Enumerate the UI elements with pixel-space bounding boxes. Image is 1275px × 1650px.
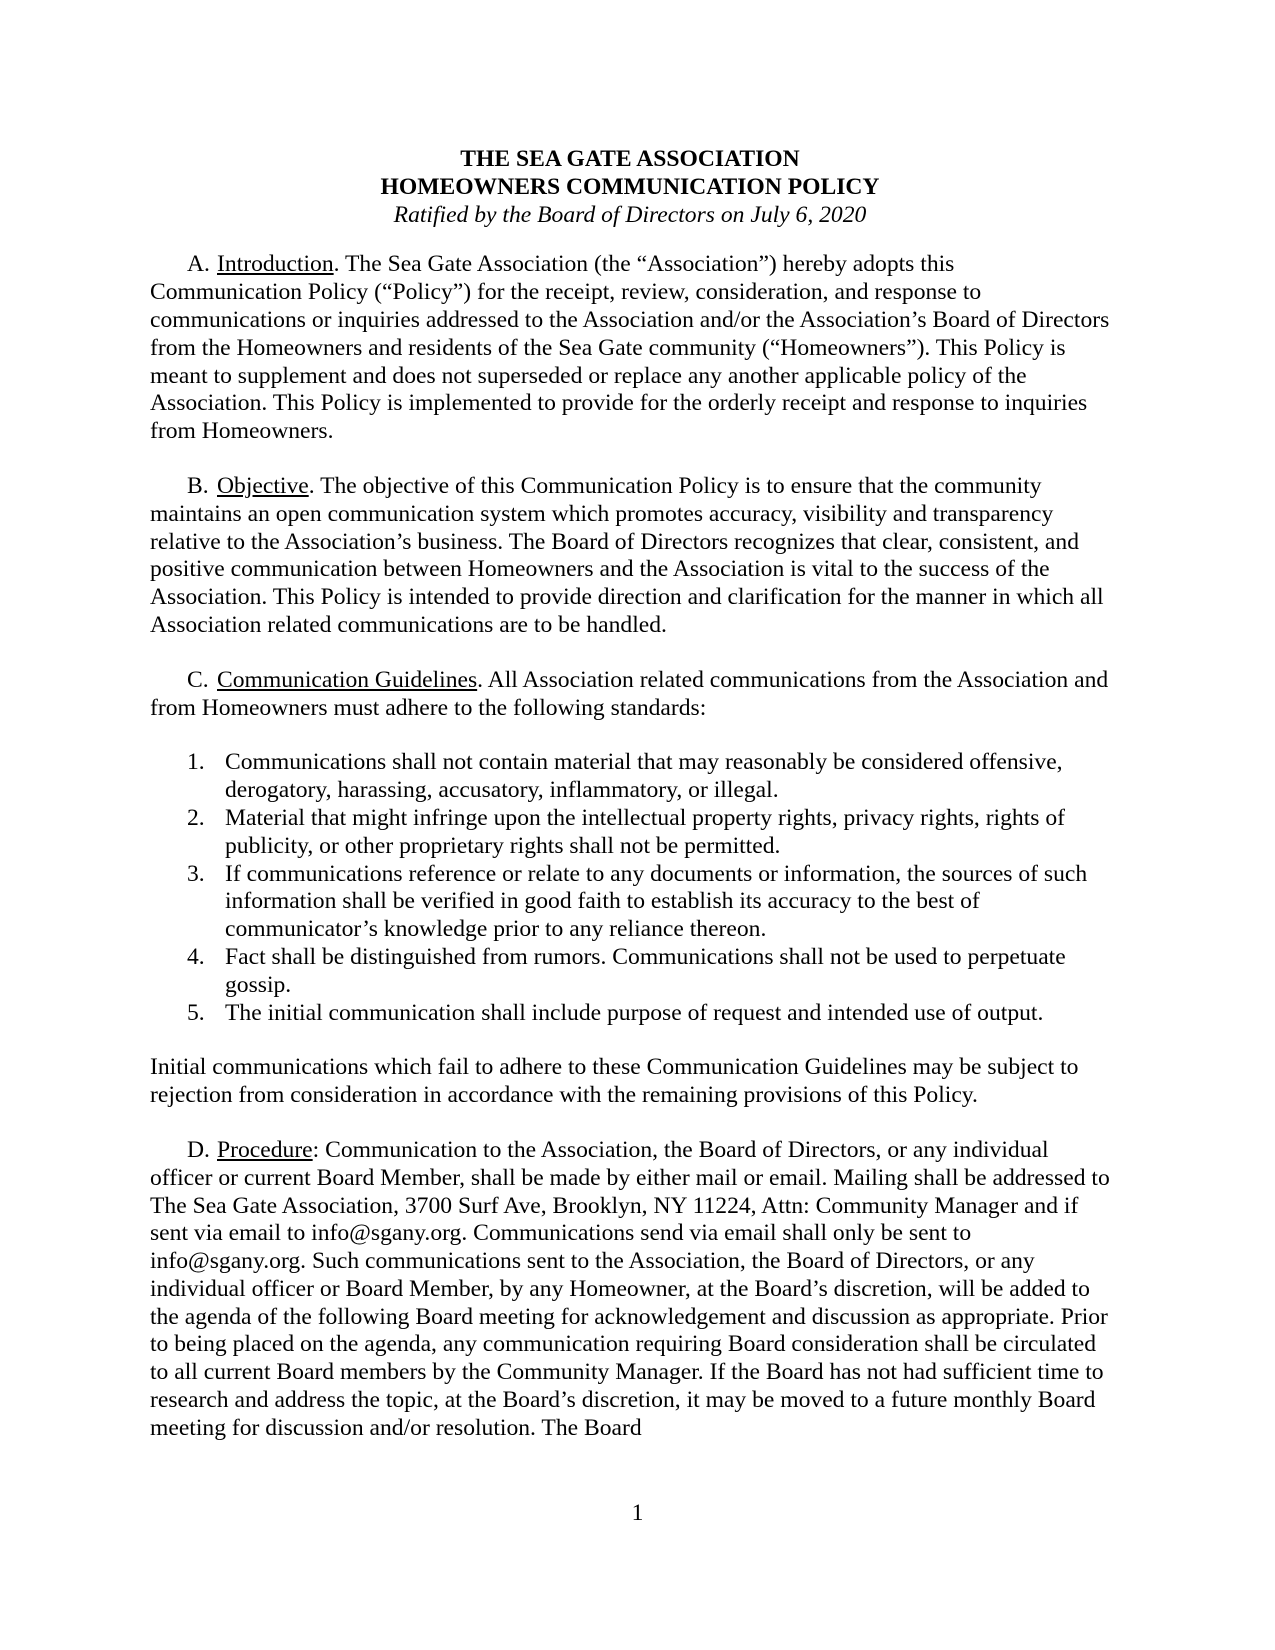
list-item-text: Communications shall not contain material that may reasonably be considered offensive, derogatory, harassing, accusatory, inflammatory, or illegal.: [225, 749, 1063, 804]
list-item-number: 2.: [187, 804, 205, 831]
list-item: [150, 805, 1110, 861]
policy-title: HOMEOWNERS COMMUNICATION POLICY: [380, 173, 880, 200]
section-body: : Communication to the Association, the Board of Directors, or any individual officer or current Board Member, shall be made by either mail or email. Mailing shall be addressed to The Sea Gate Association, 3700 Surf Ave, Brooklyn, NY 11224, Attn: Community Manager and if sent via email to info@sgany.org. Communications send via email shall only be sent to info@sgany.org. Such communications sent to the Association, the Board of Directors, or any individual officer or Board Member, by any Homeowner, at the Board’s discretion, will be added to the agenda of the following Board meeting for acknowledgement and discussion as appropriate. Prior to being placed on the agenda, any communication requiring Board consideration shall be circulated to all current Board members by the Community Manager. If the Board has not had sufficient time to research and address the topic, at the Board’s discretion, it may be moved to a future monthly Board meeting for discussion and/or resolution. The Board: [150, 1136, 1110, 1441]
page-number: 1: [631, 1500, 644, 1526]
section-introduction: [150, 251, 1110, 446]
ratification-line: Ratified by the Board of Directors on July 6, 2020: [393, 201, 867, 228]
section-heading: Introduction: [217, 251, 334, 278]
section-procedure: [150, 1137, 1110, 1443]
organization-title: THE SEA GATE ASSOCIATION: [460, 146, 800, 172]
list-item: [150, 1000, 1110, 1028]
document-body: [150, 146, 1110, 1443]
list-item-number: 1.: [187, 749, 205, 776]
section-letter: D.: [187, 1136, 210, 1163]
list-item-text: The initial communication shall include purpose of request and intended use of output.: [225, 999, 1044, 1026]
section-body: . The Sea Gate Association (the “Association”) hereby adopts this Communication Policy (“Policy”) for the receipt, review, consideration, and response to communications or inquiries addressed to the Association and/or the Association’s Board of Directors from the Homeowners and residents of the Sea Gate community (“Homeowners”). This Policy is meant to supplement and does not superseded or replace any another applicable policy of the Association. This Policy is implemented to provide for the orderly receipt and response to inquiries from Homeowners.: [150, 251, 1110, 445]
list-item: [150, 749, 1110, 805]
list-item-text: If communications reference or relate to any documents or information, the sources of such information shall be verified in good faith to establish its accuracy to the best of communicator’s knowledge prior to any reliance thereon.: [225, 860, 1088, 943]
list-item-number: 4.: [187, 943, 205, 970]
section-body: . All Association related communications from the Association and from Homeowners must adhere to the following standards:: [150, 666, 1109, 721]
list-item: [150, 944, 1110, 1000]
section-letter: C.: [187, 666, 209, 693]
section-letter: A.: [187, 251, 210, 278]
section-heading: Procedure: [217, 1136, 313, 1163]
list-item-number: 5.: [187, 999, 205, 1026]
section-body: . The objective of this Communication Policy is to ensure that the community maintains an open communication system which promotes accuracy, visibility and transparency relative to the Association’s business. The Board of Directors recognizes that clear, consistent, and positive communication between Homeowners and the Association is vital to the success of the Association. This Policy is intended to provide direction and clarification for the manner in which all Association related communications are to be handled.: [150, 472, 1104, 638]
section-communication-guidelines: [150, 667, 1110, 723]
section-objective: [150, 473, 1110, 640]
guidelines-closing-paragraph: Initial communications which fail to adhere to these Communication Guidelines may be subject to rejection from consideration in accordance with the remaining provisions of this Policy.: [150, 1054, 1079, 1109]
list-item-text: Fact shall be distinguished from rumors. Communications shall not be used to perpetuate gossip.: [225, 943, 1066, 998]
guidelines-list: [150, 749, 1110, 1027]
list-item: [150, 861, 1110, 944]
section-heading: Communication Guidelines: [217, 666, 478, 693]
list-item-text: Material that might infringe upon the intellectual property rights, privacy rights, rights of publicity, or other proprietary rights shall not be permitted.: [225, 804, 1065, 859]
section-letter: B.: [187, 472, 209, 499]
list-item-number: 3.: [187, 860, 205, 887]
section-heading: Objective: [217, 472, 309, 499]
